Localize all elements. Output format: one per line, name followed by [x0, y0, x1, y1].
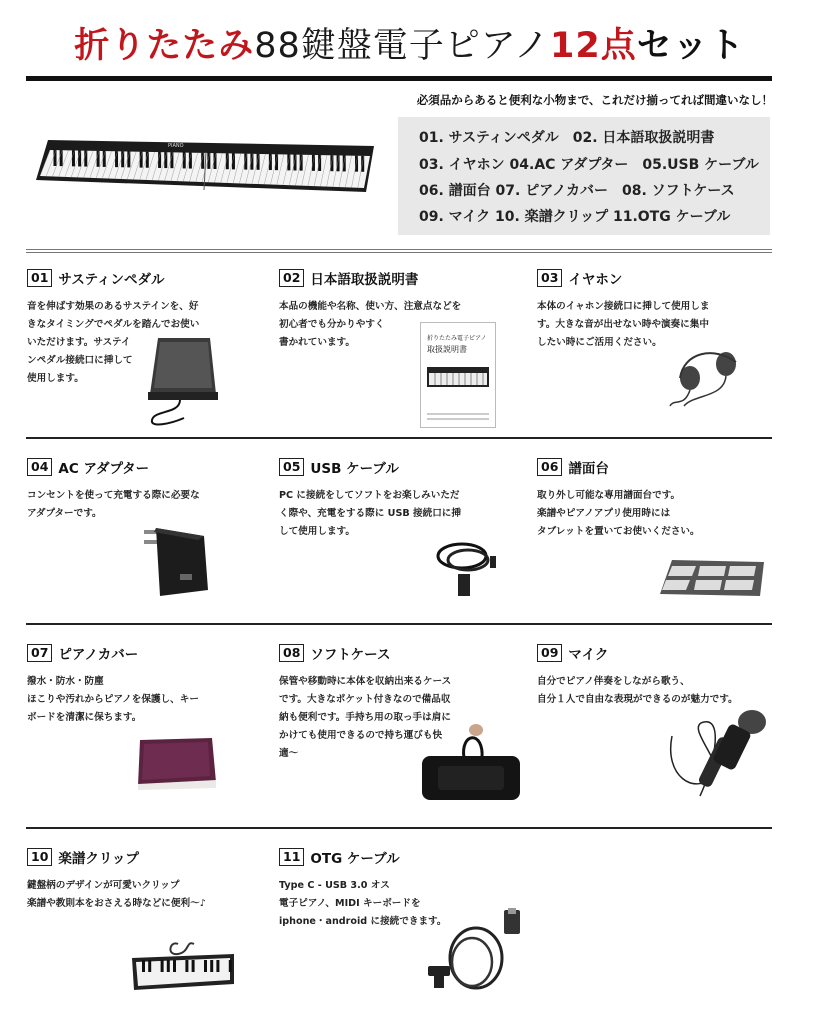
- item-earphones: [537, 268, 777, 352]
- set-list-line: 09. マイク 10. 楽譜クリップ 11.OTG ケーブル: [419, 209, 731, 225]
- item-description: 保管や移動時に本体を収納出来るケース です。大きなポケット付きなので備品収 納も便利です。手持ち用の取っ手は肩に かけても使用できるので持ち運びも快 適～: [279, 676, 452, 759]
- item-number: 01: [27, 269, 52, 287]
- piano-cover-image: [136, 736, 218, 790]
- item-description: 撥水・防水・防塵 ほこりや汚れからピアノを保護し、キー ボードを清潔に保ちます。: [27, 676, 199, 723]
- item-piano-cover: [27, 643, 267, 727]
- item-title: USB ケーブル: [310, 461, 399, 477]
- item-description: 本品の機能や名称、使い方、注意点などを 初心者でも分かりやすく 書かれています。: [279, 301, 462, 348]
- item-description: PC に接続をしてソフトをお楽しみいただ く際や、充電をする際に USB 接続口に挿 して使用します。: [279, 490, 461, 537]
- soft-case-image: [420, 722, 522, 802]
- item-description: 鍵盤柄のデザインが可愛いクリップ 楽譜や教則本をおさえる時などに便利～♪: [27, 880, 206, 909]
- item-ac-adapter: [27, 457, 267, 523]
- subheading: 必須品からあると便利な小物まで、これだけ揃ってれば間違いなし！: [416, 93, 773, 107]
- item-usb-cable: [279, 457, 519, 541]
- section-divider: [26, 249, 772, 253]
- set-list-line: 06. 譜面台 07. ピアノカバー 08. ソフトケース: [419, 183, 735, 199]
- item-description: Type C - USB 3.0 オス 電子ピアノ、MIDI キーボードを iphone・android に接続できます。: [279, 880, 447, 927]
- item-description: 音を伸ばす効果のあるサステインを、好 きなタイミングでペダルを踏んでお使い いただけます。サステイ ンペダル接続口に挿して 使用します。: [27, 301, 200, 384]
- ac-adapter-image: [138, 526, 212, 598]
- item-description: 取り外し可能な専用譜面台です。 楽譜やピアノアプリ使用時には タブレットを置いてお使いください。: [537, 490, 700, 537]
- item-title: マイク: [568, 647, 609, 663]
- row-divider: [26, 437, 772, 439]
- item-title: イヤホン: [568, 272, 623, 288]
- row-divider: [26, 827, 772, 829]
- piano-brand-label: PIANO: [168, 143, 184, 149]
- item-number: 04: [27, 458, 52, 476]
- manual-book-image: [420, 322, 496, 428]
- otg-cable-image: [420, 908, 530, 998]
- item-title: ソフトケース: [310, 647, 391, 663]
- item-title: OTG ケーブル: [310, 851, 400, 867]
- item-number: 03: [537, 269, 562, 287]
- item-number: 06: [537, 458, 562, 476]
- item-number: 09: [537, 644, 562, 662]
- set-list-line: 03. イヤホン 04.AC アダプター 05.USB ケーブル: [419, 157, 759, 173]
- item-score-clip: [27, 847, 267, 913]
- row-divider: [26, 623, 772, 625]
- title-part-set: セット: [636, 26, 745, 66]
- manual-piano-icon: [427, 365, 489, 389]
- microphone-image: [664, 706, 774, 806]
- title-part-count: 12点: [550, 26, 637, 66]
- item-title: 譜面台: [568, 461, 609, 477]
- earphones-image: [664, 348, 754, 412]
- item-music-stand: [537, 457, 777, 541]
- music-stand-image: [656, 556, 768, 600]
- item-title: ピアノカバー: [58, 647, 139, 663]
- item-number: 02: [279, 269, 304, 287]
- item-number: 10: [27, 848, 52, 866]
- item-title: AC アダプター: [58, 461, 150, 477]
- item-description: コンセントを使って充電する際に必要な アダプターです。: [27, 490, 200, 519]
- item-microphone: [537, 643, 777, 709]
- item-number: 08: [279, 644, 304, 662]
- set-contents-list: [398, 117, 770, 235]
- sustain-pedal-image: [140, 334, 222, 430]
- item-number: 11: [279, 848, 304, 866]
- folding-piano-image: [36, 132, 380, 194]
- item-number: 07: [27, 644, 52, 662]
- item-title: 日本語取扱説明書: [310, 272, 419, 288]
- item-description: 自分でピアノ伴奏をしながら歌う、 自分１人で自由な表現ができるのが魅力です。: [537, 676, 738, 705]
- title-part-folding: 折りたたみ: [74, 26, 255, 66]
- manual-book-subtitle: 取扱説明書: [427, 345, 467, 354]
- item-number: 05: [279, 458, 304, 476]
- manual-book-title: 折りたたみ電子ピアノ: [427, 335, 487, 342]
- page-title: [0, 18, 819, 68]
- score-clip-image: [130, 940, 236, 992]
- item-description: 本体のイャホン接続口に挿して使用しま す。大きな音が出せない時や演奏に集中 したい時にご活用ください。: [537, 301, 710, 348]
- item-title: サスティンペダル: [58, 272, 165, 288]
- set-list-line: 01. サスティンペダル 02. 日本語取扱説明書: [419, 130, 715, 146]
- item-title: 楽譜クリップ: [58, 851, 139, 867]
- usb-cable-image: [432, 538, 504, 600]
- title-part-piano: 88鍵盤電子ピアノ: [254, 26, 551, 66]
- title-divider: [26, 76, 772, 81]
